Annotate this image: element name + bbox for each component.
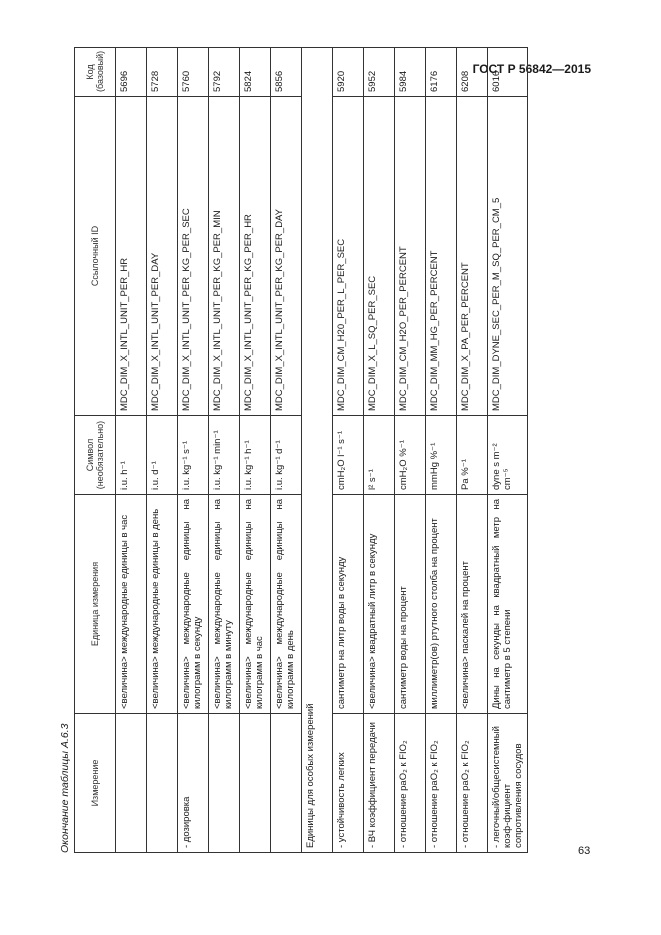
cell-measurement bbox=[209, 714, 240, 853]
table-row bbox=[488, 48, 528, 853]
cell-unit: <величина> квадратный литр в секунду bbox=[364, 495, 395, 714]
cell-unit: <величина> международные единицы на килограмм в секунду bbox=[178, 495, 209, 714]
cell-measurement bbox=[147, 714, 178, 853]
cell-reference-id: MDC_DIM_X_INTL_UNIT_PER_KG_PER_SEC bbox=[178, 97, 209, 416]
cell-symbol: i.u. kg⁻¹ s⁻¹ bbox=[178, 416, 209, 495]
column-header-reference-id: Ссылочный ID bbox=[75, 97, 116, 416]
table-row bbox=[271, 48, 302, 853]
table-row bbox=[116, 48, 147, 853]
cell-measurement bbox=[240, 714, 271, 853]
cell-reference-id: MDC_DIM_DYNE_SEC_PER_M_SQ_PER_CM_5 bbox=[488, 97, 528, 416]
column-header-symbol: Символ (необязательно) bbox=[75, 416, 116, 495]
column-header-measurement: Измерение bbox=[75, 714, 116, 853]
cell-unit: Дины на секунды на квадратный метр на сантиметр в 5 степени bbox=[488, 495, 528, 714]
table-row bbox=[457, 48, 488, 853]
cell-symbol: cmH₂O %⁻¹ bbox=[395, 416, 426, 495]
cell-reference-id: MDC_DIM_X_INTL_UNIT_PER_KG_PER_HR bbox=[240, 97, 271, 416]
cell-unit: <величина> паскалей на процент bbox=[457, 495, 488, 714]
cell-unit: <величина> международные единицы в час bbox=[116, 495, 147, 714]
table-row bbox=[240, 48, 271, 853]
cell-reference-id: MDC_DIM_X_INTL_UNIT_PER_KG_PER_MIN bbox=[209, 97, 240, 416]
page-number: 63 bbox=[578, 845, 591, 857]
cell-measurement: - дозировка bbox=[178, 714, 209, 853]
cell-code: 5792 bbox=[209, 48, 240, 97]
cell-unit: миллиметр(ов) ртутного столба на процент bbox=[426, 495, 457, 714]
cell-measurement: - отношение paO₂ к FIO₂ bbox=[457, 714, 488, 853]
cell-code: 6016 bbox=[488, 48, 528, 97]
cell-code: 6176 bbox=[426, 48, 457, 97]
cell-code: 5952 bbox=[364, 48, 395, 97]
cell-measurement: - легочный/общесистемный коэф-фициент сопротивления сосудов bbox=[488, 714, 528, 853]
cell-reference-id: MDC_DIM_X_INTL_UNIT_PER_HR bbox=[116, 97, 147, 416]
cell-code: 5760 bbox=[178, 48, 209, 97]
cell-code: 5984 bbox=[395, 48, 426, 97]
cell-symbol: i.u. d⁻¹ bbox=[147, 416, 178, 495]
cell-symbol: mmHg %⁻¹ bbox=[426, 416, 457, 495]
cell-symbol: i.u. kg⁻¹ h⁻¹ bbox=[240, 416, 271, 495]
cell-reference-id: MDC_DIM_X_INTL_UNIT_PER_KG_PER_DAY bbox=[271, 97, 302, 416]
table-row bbox=[395, 48, 426, 853]
cell-measurement: - устойчивость легких bbox=[333, 714, 364, 853]
document-standard-header: ГОСТ Р 56842—2015 bbox=[472, 62, 591, 76]
cell-code: 5824 bbox=[240, 48, 271, 97]
cell-unit: сантиметр на литр воды в секунду bbox=[333, 495, 364, 714]
table-caption: Окончание таблицы А.6.3 bbox=[59, 723, 71, 853]
cell-measurement: - отношение paO₂ к FIO₂ bbox=[426, 714, 457, 853]
cell-reference-id: MDC_DIM_X_L_SQ_PER_SEC bbox=[364, 97, 395, 416]
cell-measurement bbox=[271, 714, 302, 853]
table-row bbox=[178, 48, 209, 853]
cell-code: 5856 bbox=[271, 48, 302, 97]
cell-symbol: i.u. kg⁻¹ min⁻¹ bbox=[209, 416, 240, 495]
section-title: Единицы для особых измерений bbox=[302, 48, 333, 853]
cell-unit: сантиметр воды на процент bbox=[395, 495, 426, 714]
cell-reference-id: MDC_DIM_X_INTL_UNIT_PER_DAY bbox=[147, 97, 178, 416]
cell-reference-id: MDC_DIM_CM_H20_PER_L_PER_SEC bbox=[333, 97, 364, 416]
cell-reference-id: MDC_DIM_MM_HG_PER_PERCENT bbox=[426, 97, 457, 416]
cell-unit: <величина> международные единицы на килограмм в минуту bbox=[209, 495, 240, 714]
table-row bbox=[333, 48, 364, 853]
table-row bbox=[209, 48, 240, 853]
table-header-row bbox=[75, 48, 116, 853]
cell-reference-id: MDC_DIM_X_PA_PER_PERCENT bbox=[457, 97, 488, 416]
cell-unit: <величина> международные единицы на килограмм в час bbox=[240, 495, 271, 714]
cell-code: 5696 bbox=[116, 48, 147, 97]
cell-code: 6208 bbox=[457, 48, 488, 97]
cell-symbol: l² s⁻¹ bbox=[364, 416, 395, 495]
cell-symbol: dyne s m⁻² cm⁻⁵ bbox=[488, 416, 528, 495]
cell-measurement: - ВЧ коэффициент передачи bbox=[364, 714, 395, 853]
cell-reference-id: MDC_DIM_CM_H2O_PER_PERCENT bbox=[395, 97, 426, 416]
column-header-unit: Единица измерения bbox=[75, 495, 116, 714]
cell-code: 5920 bbox=[333, 48, 364, 97]
table-row bbox=[364, 48, 395, 853]
cell-symbol: Pa %⁻¹ bbox=[457, 416, 488, 495]
table-row bbox=[147, 48, 178, 853]
units-table bbox=[74, 47, 528, 853]
cell-code: 5728 bbox=[147, 48, 178, 97]
cell-symbol: i.u. h⁻¹ bbox=[116, 416, 147, 495]
cell-measurement bbox=[116, 714, 147, 853]
cell-unit: <величина> международные единицы на килограмм в день bbox=[271, 495, 302, 714]
table-row bbox=[426, 48, 457, 853]
column-header-code: Код (базовый) bbox=[75, 48, 116, 97]
cell-symbol: i.u. kg⁻¹ d⁻¹ bbox=[271, 416, 302, 495]
cell-symbol: cmH₂O l⁻¹ s⁻¹ bbox=[333, 416, 364, 495]
cell-unit: <величина> международные единицы в день bbox=[147, 495, 178, 714]
section-header-row bbox=[302, 48, 333, 853]
cell-measurement: - отношение paO₂ к FIO₂ bbox=[395, 714, 426, 853]
